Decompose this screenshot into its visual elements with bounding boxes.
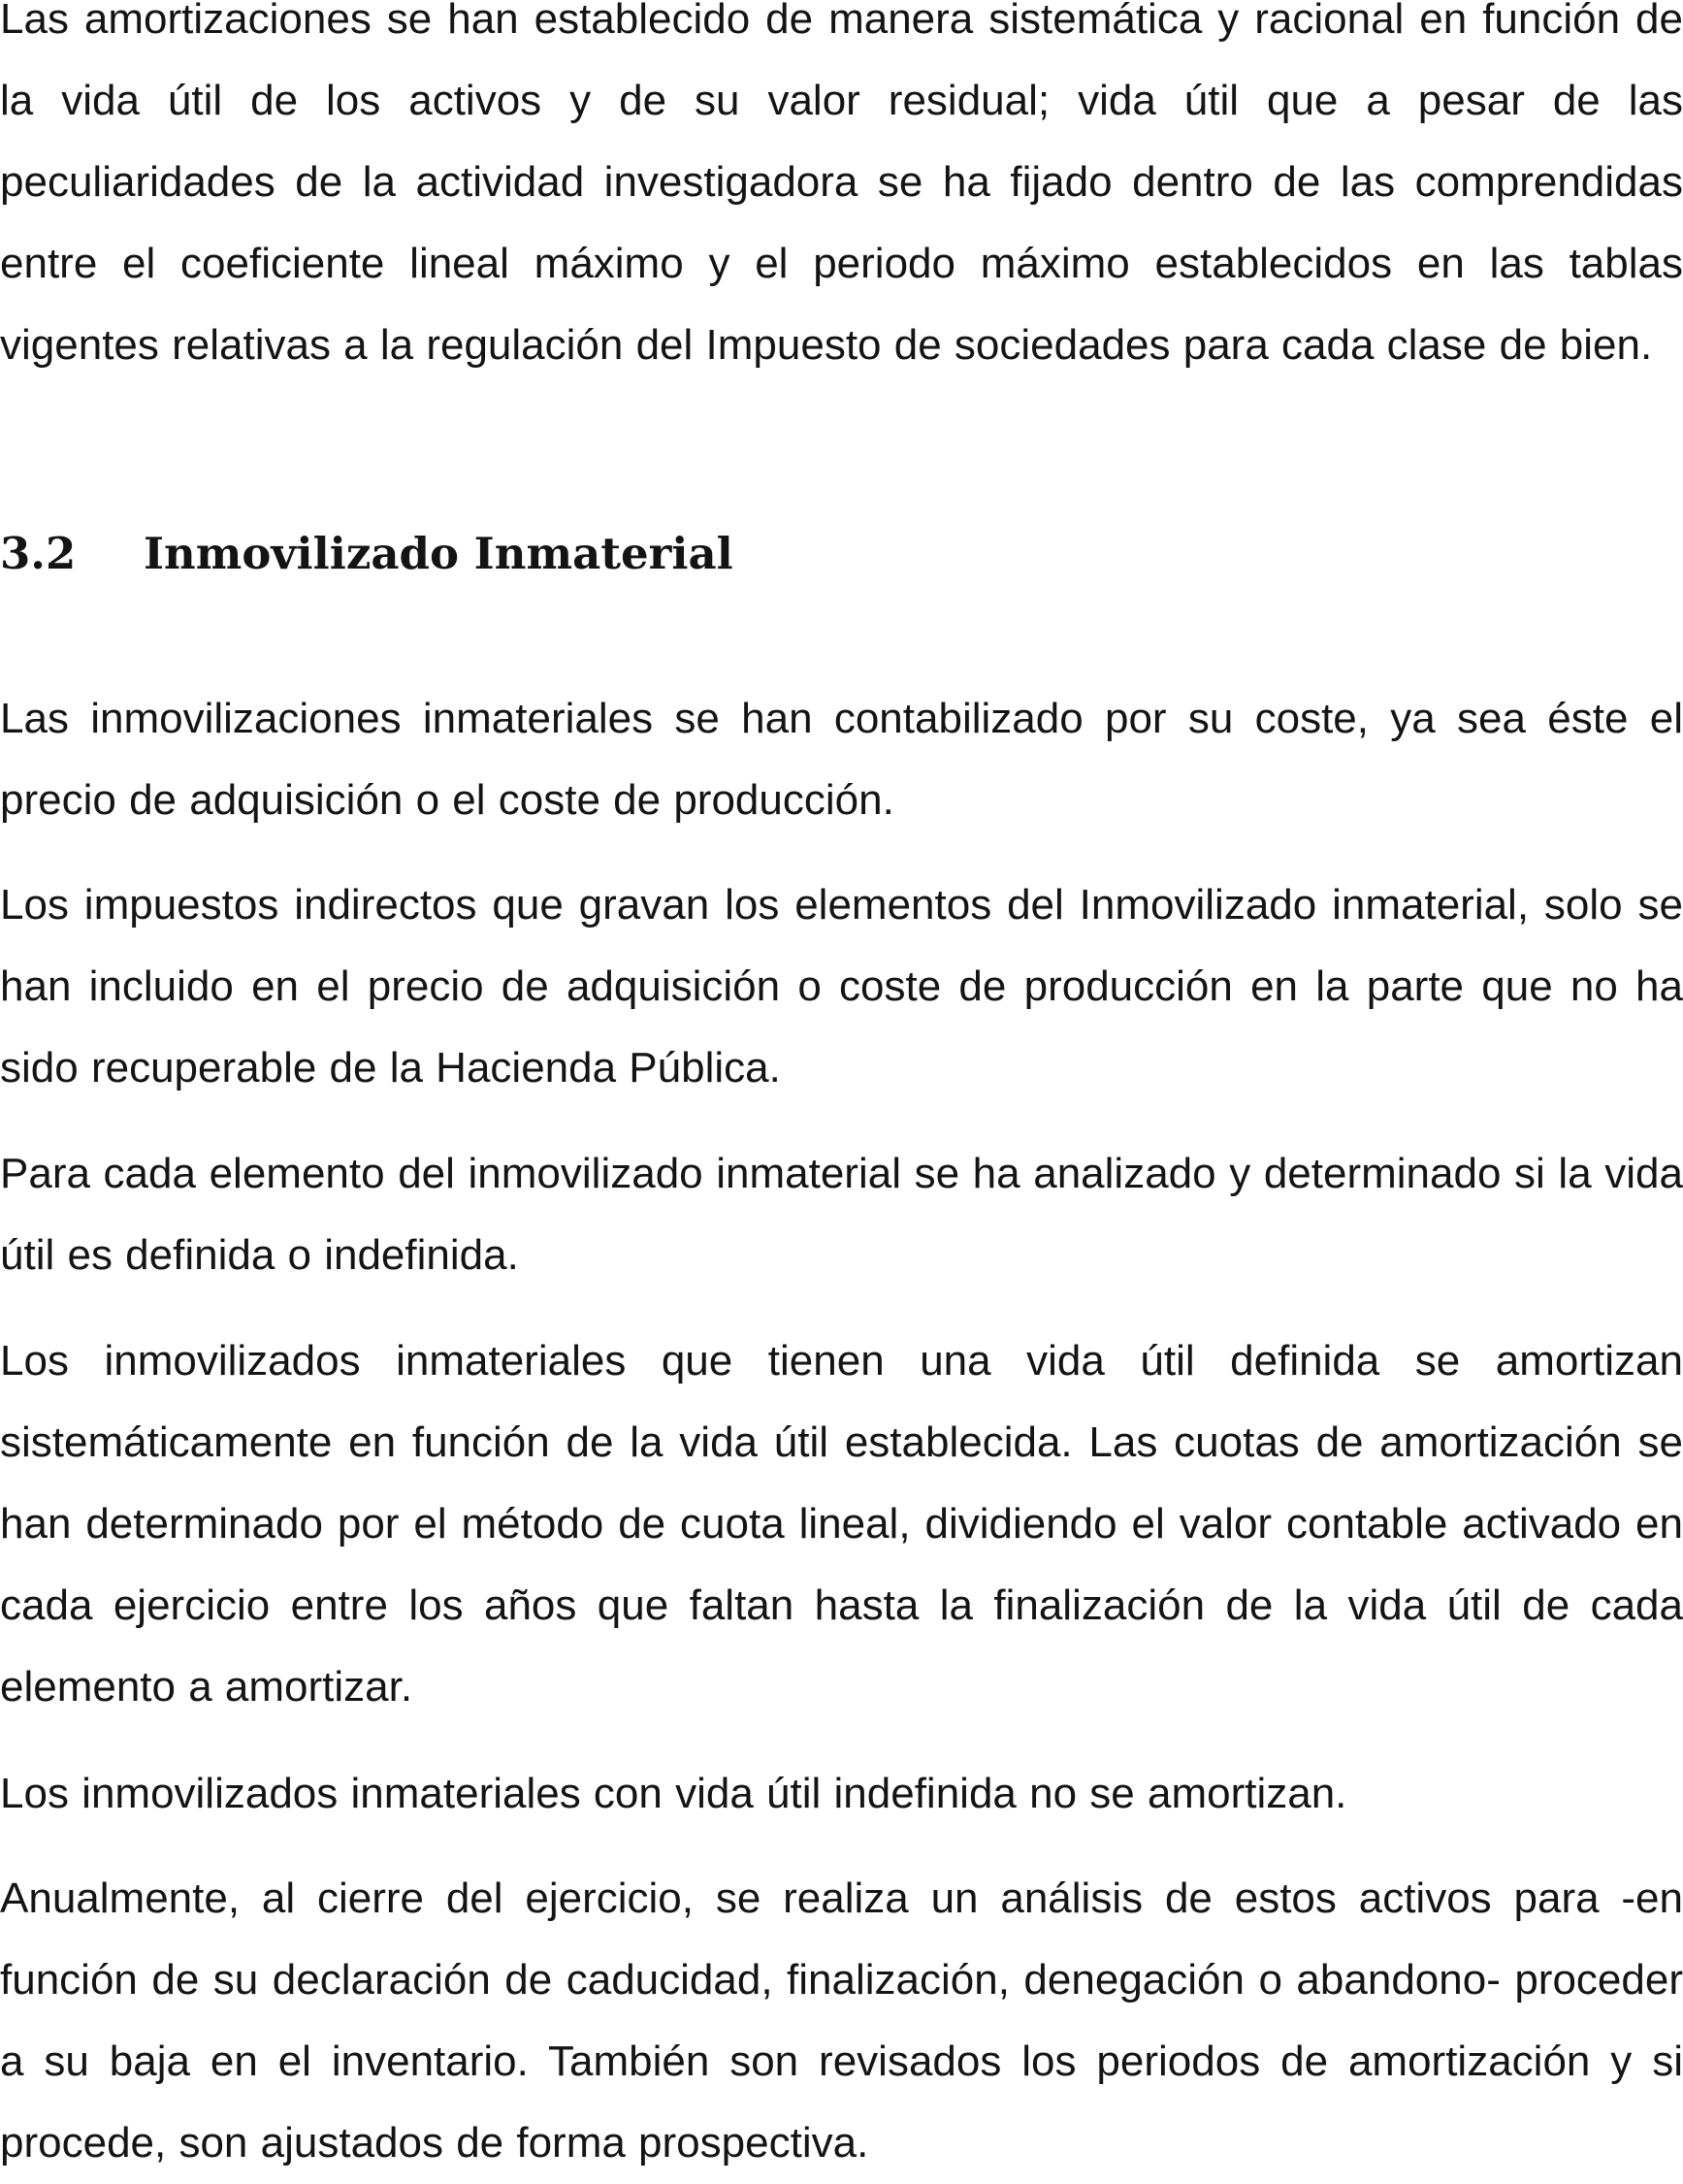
paragraph-anualmente: Anualmente, al cierre del ejercicio, se realiza un análisis de estos activos para -en función de su declaración de caducidad, finalización, denegación o abandono- proceder a su baja en el inventario. También son revisados los periodos de amortización y si procede, son ajustados de forma prospectiva. [0, 1874, 1683, 2167]
intro-paragraph: Las amortizaciones se han establecido de manera sistemática y racional en función de la vida útil de los activos y de su valor residual; vida útil que a pesar de las peculiaridades de la actividad investigadora se ha fijado dentro de las comprendidas entre el coeficiente lineal máximo y el periodo máximo establecidos en las tablas vigentes relativas a la regulación del Impuesto de sociedades para cada clase de bien. [0, 0, 1683, 369]
section-heading [0, 525, 733, 583]
section-number: 3.2 [0, 528, 77, 579]
paragraph-vida-util: Para cada elemento del inmovilizado inmaterial se ha analizado y determinado si la vida útil es definida o indefinida. [0, 1150, 1683, 1279]
paragraph-impuestos: Los impuestos indirectos que gravan los elementos del Inmovilizado inmaterial, solo se han incluido en el precio de adquisición o coste de producción en la parte que no ha sido recuperable de la Hacienda Pública. [0, 881, 1683, 1092]
paragraph-indefinida: Los inmovilizados inmateriales con vida útil indefinida no se amortizan. [0, 1770, 1347, 1817]
paragraph-coste: Las inmovilizaciones inmateriales se han contabilizado por su coste, ya sea éste el precio de adquisición o el coste de producción. [0, 695, 1683, 824]
paragraph-amortizacion: Los inmovilizados inmateriales que tienen una vida útil definida se amortizan sistemáticamente en función de la vida útil establecida. Las cuotas de amortización se han determinado por el método de cuota lineal, dividiendo el valor contable activado en cada ejercicio entre los años que faltan hasta la finalización de la vida útil de cada elemento a amortizar. [0, 1337, 1683, 1711]
section-title: Inmovilizado Inmaterial [144, 528, 733, 579]
